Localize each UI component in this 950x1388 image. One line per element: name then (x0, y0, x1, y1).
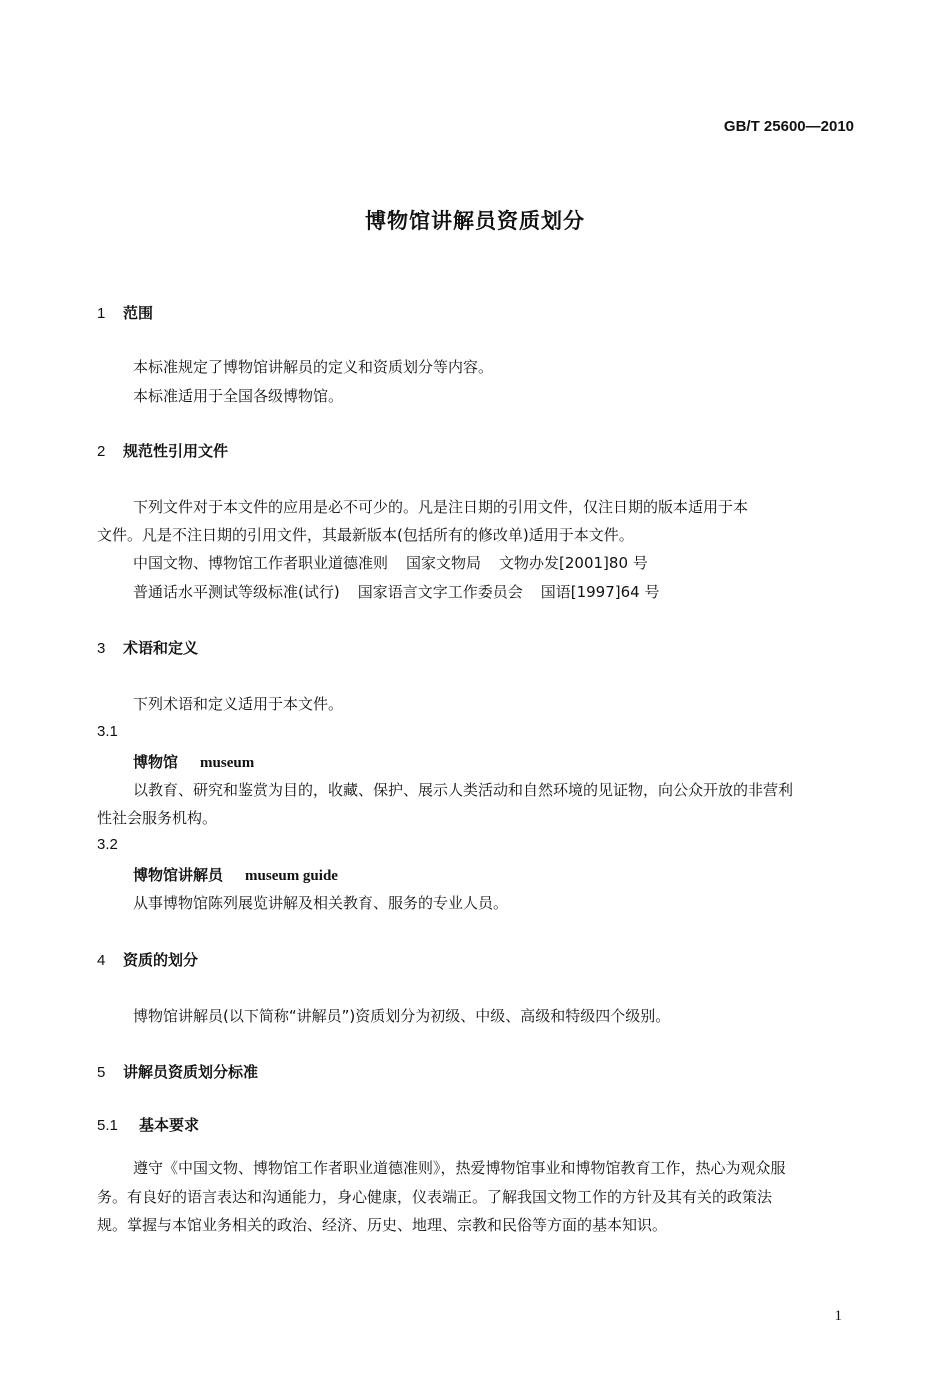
term-number: 3.2 (97, 836, 118, 853)
section-number: 4 (97, 952, 106, 969)
paragraph-line: 下列文件对于本文件的应用是必不可少的。凡是注日期的引用文件，仅注日期的版本适用于本 (133, 498, 749, 516)
section-4-heading (97, 949, 198, 970)
section-title: 范围 (123, 304, 154, 322)
paragraph: 下列术语和定义适用于本文件。 (133, 695, 344, 713)
term-definition-line: 从事博物馆陈列展览讲解及相关教育、服务的专业人员。 (133, 894, 509, 912)
section-number: 3 (97, 640, 106, 657)
section-1-heading (97, 302, 153, 323)
section-title: 基本要求 (139, 1116, 200, 1134)
term-chinese: 博物馆 (133, 753, 179, 771)
page-title: 博物馆讲解员资质划分 (365, 209, 585, 233)
section-5-1-heading (97, 1114, 199, 1135)
paragraph-line: 务。有良好的语言表达和沟通能力，身心健康，仪表端正。了解我国文物工作的方针及其有关的政策法 (97, 1188, 773, 1206)
paragraph: 本标准规定了博物馆讲解员的定义和资质划分等内容。 (133, 358, 494, 376)
normative-reference (133, 552, 648, 573)
section-title: 讲解员资质划分标准 (123, 1063, 259, 1081)
section-5-heading (97, 1061, 258, 1082)
reference-title: 中国文物、博物馆工作者职业道德准则 (133, 554, 389, 572)
section-number: 5.1 (97, 1117, 118, 1134)
reference-title: 普通话水平测试等级标准(试行) (133, 583, 340, 601)
term-definition-line: 以教育、研究和鉴赏为目的，收藏、保护、展示人类活动和自然环境的见证物，向公众开放的非营利 (133, 781, 794, 799)
page-number: 1 (834, 1308, 842, 1324)
term-english: museum (200, 755, 255, 771)
section-title: 规范性引用文件 (123, 442, 229, 460)
reference-issuer: 国家语言文字工作委员会 (357, 583, 523, 601)
paragraph-line: 遵守《中国文物、博物馆工作者职业道德准则》，热爱博物馆事业和博物馆教育工作，热心为观众服 (133, 1159, 786, 1177)
normative-reference (133, 581, 659, 602)
reference-doc-number: 国语[1997]64 号 (540, 583, 660, 601)
section-number: 2 (97, 443, 106, 460)
paragraph-line: 规。掌握与本馆业务相关的政治、经济、历史、地理、宗教和民俗等方面的基本知识。 (97, 1216, 668, 1234)
paragraph: 本标准适用于全国各级博物馆。 (133, 387, 344, 405)
term-definition-line: 性社会服务机构。 (97, 809, 218, 827)
term-chinese: 博物馆讲解员 (133, 866, 224, 884)
section-title: 术语和定义 (123, 639, 199, 657)
section-number: 1 (97, 305, 106, 322)
section-title: 资质的划分 (123, 951, 199, 969)
section-number: 5 (97, 1064, 106, 1081)
term-entry (133, 864, 338, 885)
paragraph-line: 文件。凡是不注日期的引用文件，其最新版本(包括所有的修改单)适用于本文件。 (97, 526, 634, 544)
section-2-heading (97, 440, 228, 461)
standard-number: GB/T 25600—2010 (723, 118, 854, 135)
term-number: 3.1 (97, 723, 118, 740)
term-entry (133, 751, 254, 772)
term-english: museum guide (245, 868, 338, 884)
section-3-heading (97, 637, 198, 658)
reference-doc-number: 文物办发[2001]80 号 (499, 554, 648, 572)
reference-issuer: 国家文物局 (406, 554, 482, 572)
paragraph: 博物馆讲解员(以下简称“讲解员”)资质划分为初级、中级、高级和特级四个级别。 (133, 1007, 671, 1025)
